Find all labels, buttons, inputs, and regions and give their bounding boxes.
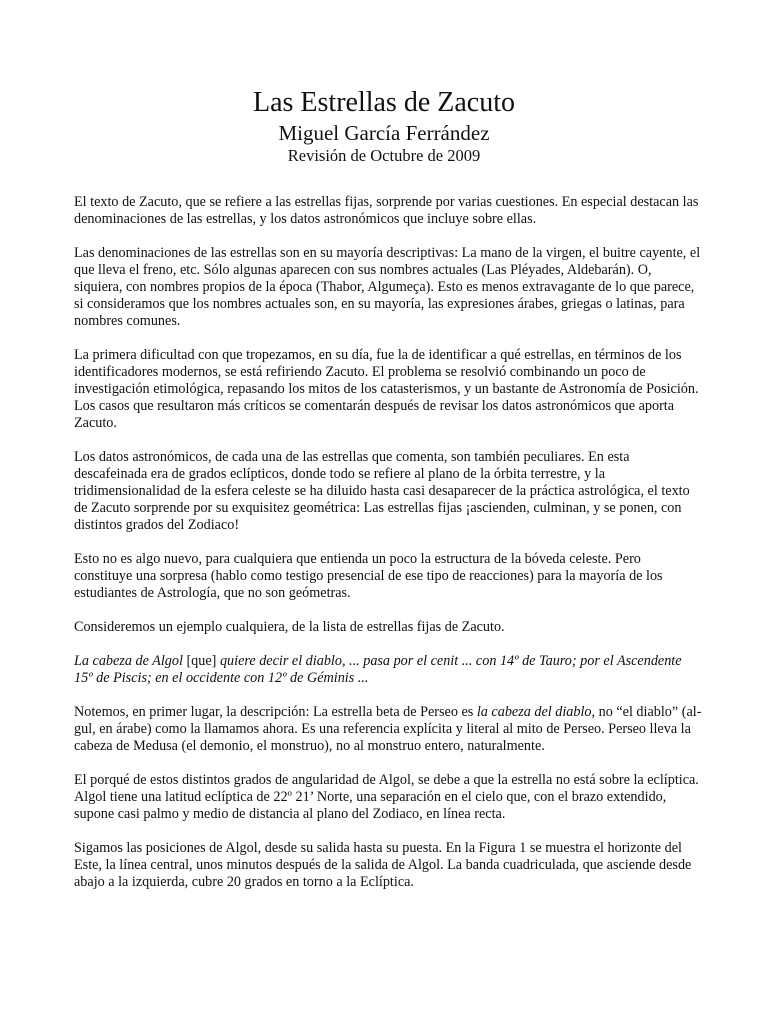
document-author: Miguel García Ferrández xyxy=(278,121,490,145)
paragraph-not-new: Esto no es algo nuevo, para cualquiera que entienda un poco la estructura de la bóveda celeste. Pero constituye una sorpresa (hablo como testigo presencial de ese tipo de reacciones) para la mayoría de los estudiantes de Astrología, que no son geómetras. xyxy=(74,551,663,601)
paragraph-example-intro: Consideremos un ejemplo cualquiera, de la lista de estrellas fijas de Zacuto. xyxy=(74,619,505,635)
quote-bracket: [que] xyxy=(182,653,220,669)
paragraph-algol-quote xyxy=(74,653,702,687)
paragraph-intro: El texto de Zacuto, que se refiere a las estrellas fijas, sorprende por varias cuestiones. En especial destacan las denominaciones de las estrellas, y los datos astronómicos que incluye sobre ellas. xyxy=(74,194,699,227)
paragraph-difficulty: La primera dificultad con que tropezamos, en su día, fue la de identificar a qué estrellas, en términos de los identificadores modernos, se está refiriendo Zacuto. El problema se resolvió combinando un poco de investigación etimológica, repasando los mitos de los catasterismos, y un bastante de Astronomía de Posición. Los casos que resultaron más críticos se comentarán después de revisar los datos astronómicos que aporta Zacuto. xyxy=(74,347,699,431)
document-title: Las Estrellas de Zacuto xyxy=(252,87,515,118)
description-lead: Notemos, en primer lugar, la descripción: La estrella beta de Perseo es xyxy=(74,704,477,720)
document-revision: Revisión de Octubre de 2009 xyxy=(287,146,481,165)
paragraph-angularity: El porqué de estos distintos grados de angularidad de Algol, se debe a que la estrella no está sobre la eclíptica. Algol tiene una latitud eclíptica de 22º 21’ Norte, una separación en el cielo que, con el brazo extendido, supone casi palmo y medio de distancia al plano del Zodiaco, en línea recta. xyxy=(74,772,699,822)
paragraph-astronomical-data: Los datos astronómicos, de cada una de las estrellas que comenta, son también peculiares. En esta descafeinada era de grados eclípticos, donde todo se refiere al plano de la órbita terrestre, y la tridimensionalidad de la esfera celeste se ha diluido hasta casi desaparecer de la práctica astrológica, el texto de Zacuto sorprende por su exquisitez geométrica: Las estrellas fijas ¡ascienden, culminan, y se ponen, con distintos grados del Zodiaco! xyxy=(74,449,690,533)
quote-text: quiere decir el diablo, ... pasa por el cenit ... con 14º de Tauro; por el Ascendente 15º de Piscis; en el occidente con 12º de Géminis ... xyxy=(74,653,682,686)
paragraph-denominations: Las denominaciones de las estrellas son en su mayoría descriptivas: La mano de la virgen, el buitre cayente, el que lleva el freno, etc. Sólo algunas aparecen con sus nombres actuales (Las Pléyades, Aldebarán). O, siquiera, con nombres propios de la época (Thabor, Algumeça). Esto es menos extravagante de lo que parece, si consideramos que los nombres actuales son, en su mayoría, las expresiones árabes, griegas o latinas, para nombres comunes. xyxy=(74,245,701,329)
paragraph-description xyxy=(74,704,702,755)
paragraph-positions: Sigamos las posiciones de Algol, desde su salida hasta su puesta. En la Figura 1 se muestra el horizonte del Este, la línea central, unos minutos después de la salida de Algol. La banda cuadriculada, que asciende desde abajo a la izquierda, cubre 20 grados en torno a la Eclíptica. xyxy=(74,840,692,890)
quote-star-name: La cabeza de Algol xyxy=(74,653,183,669)
document-body xyxy=(74,194,702,908)
description-italic: la cabeza del diablo xyxy=(476,704,592,720)
description-rest: , no “el diablo” (al-gul, en árabe) como la llamamos ahora. Es una referencia explícita y literal al mito de Perseo. Perseo lleva la cabeza de Medusa (el demonio, el monstruo), no al monstruo entero, naturalmente. xyxy=(74,704,702,754)
